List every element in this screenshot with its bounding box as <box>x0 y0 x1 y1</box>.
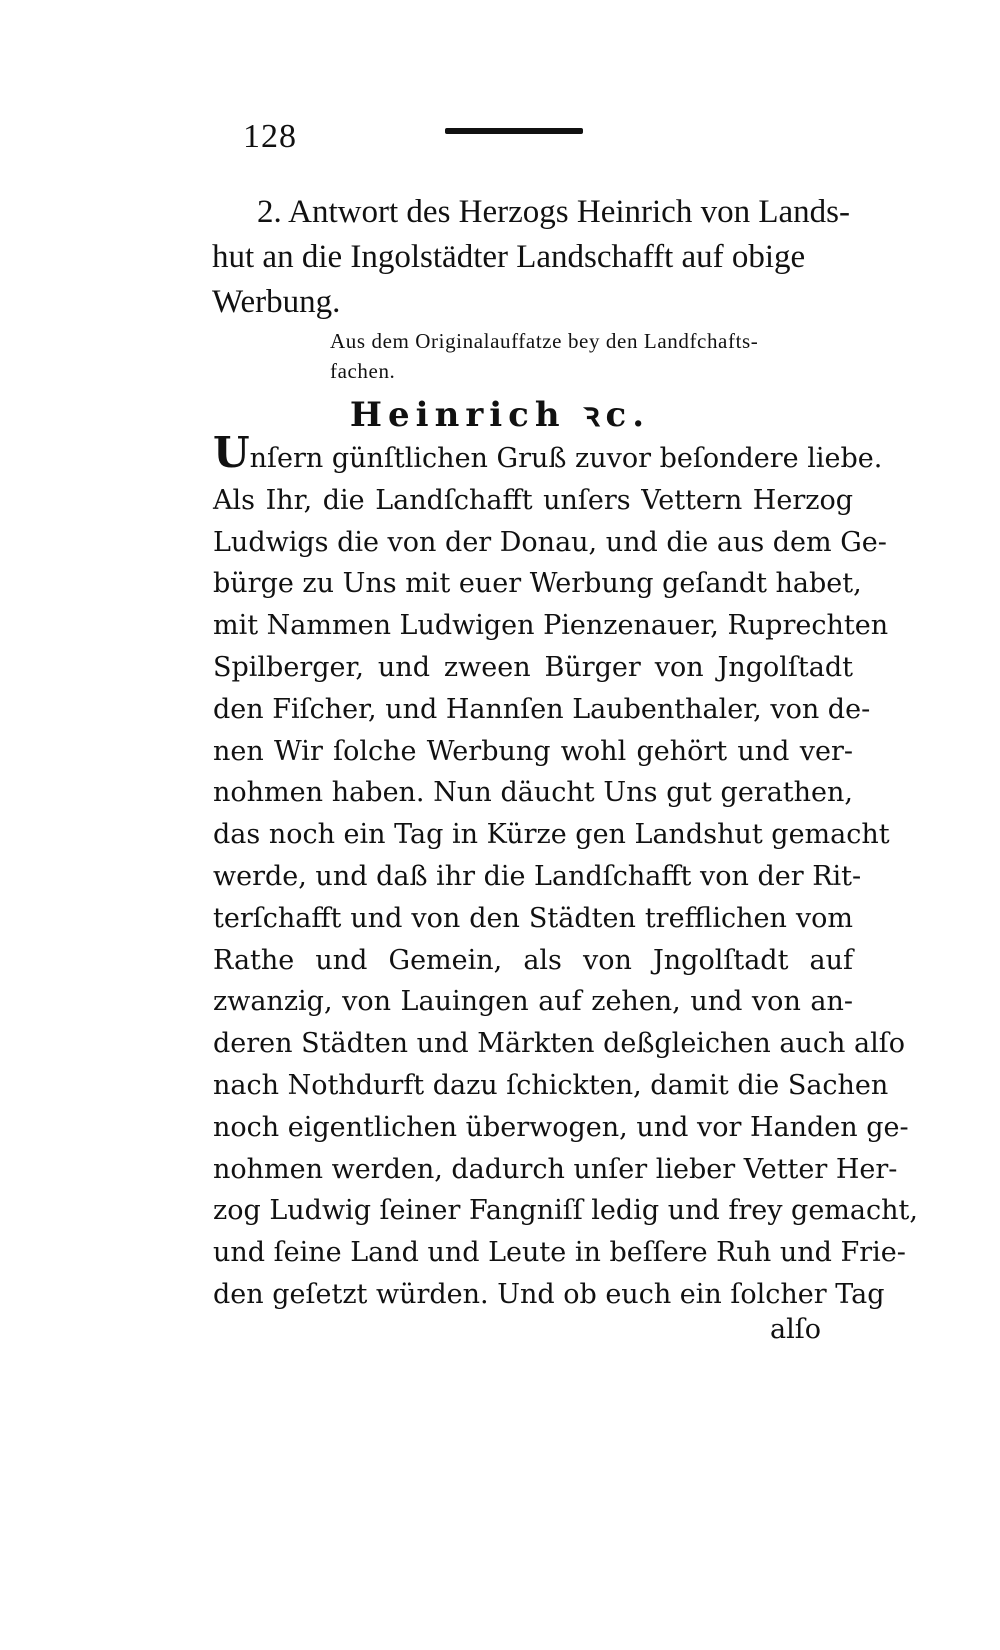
body-line: mit Nammen Ludwigen Pienzenauer, Ruprechten <box>213 610 889 642</box>
body-line: zog Ludwig ſeiner Fangniſſ ledig und frey gemacht, <box>213 1195 918 1227</box>
source-note-line: fachen. <box>330 359 396 383</box>
body-line: werde, und daß ihr die Landſchafft von der Rit- <box>213 860 862 892</box>
catchword: alſo <box>770 1314 821 1345</box>
body-line-text: nſern günſtlichen Gruß zuvor beſondere liebe. <box>249 443 883 474</box>
body-line: und ſeine Land und Leute in beſſere Ruh und Frie- <box>213 1237 906 1269</box>
body-line: nohmen haben. Nun däucht Uns gut gerathen, <box>213 777 853 809</box>
body-line: das noch ein Tag in Kürze gen Landshut gemacht <box>213 819 890 851</box>
body-line: den geſetzt würden. Und ob euch ein ſolcher Tag <box>213 1278 885 1310</box>
body-line: noch eigentlichen überwogen, und vor Handen ge- <box>213 1111 909 1143</box>
heading-line: 2. Antwort des Herzogs Heinrich von Lands- <box>257 194 850 230</box>
body-line: Rathe und Gemein, als von Jngolſtadt auf <box>213 944 853 976</box>
body-line: nach Nothdurft dazu ſchickten, damit die Sachen <box>213 1069 889 1101</box>
page-number: 128 <box>243 118 297 155</box>
body-line: nohmen werden, dadurch unſer lieber Vetter Her- <box>213 1153 898 1185</box>
heading-line: hut an die Ingolstädter Landschafft auf obige <box>212 239 806 275</box>
heading-line: Werbung. <box>212 284 341 320</box>
body-line: Spilberger, und zween Bürger von Jngolſtadt <box>213 651 853 683</box>
body-line: Ludwigs die von der Donau, und die aus dem Ge- <box>213 526 887 558</box>
letter-body <box>213 428 918 1316</box>
source-note-line: Aus dem Originalauffatze bey den Landfchafts- <box>330 329 759 353</box>
body-line: nen Wir ſolche Werbung wohl gehört und ver- <box>213 735 853 767</box>
source-note <box>330 326 850 386</box>
body-line: zwanzig, von Lauingen auf zehen, und von an- <box>213 986 853 1018</box>
body-line: bürge zu Uns mit euer Werbung geſandt habet, <box>213 568 862 600</box>
body-line: terſchafft und von den Städten trefflichen vom <box>213 902 853 934</box>
body-line: den Fiſcher, und Hannſen Laubenthaler, von de- <box>213 693 871 725</box>
header-rule <box>445 128 583 134</box>
body-line: deren Städten und Märkten deßgleichen auch alſo <box>213 1028 905 1060</box>
body-line: Als Ihr, die Landſchafft unſers Vettern Herzog <box>213 484 853 516</box>
initial-letter: U <box>213 428 250 477</box>
letter-salutation: Heinrich ꝛc. <box>349 395 651 435</box>
body-line <box>213 428 883 480</box>
section-heading <box>212 190 852 325</box>
